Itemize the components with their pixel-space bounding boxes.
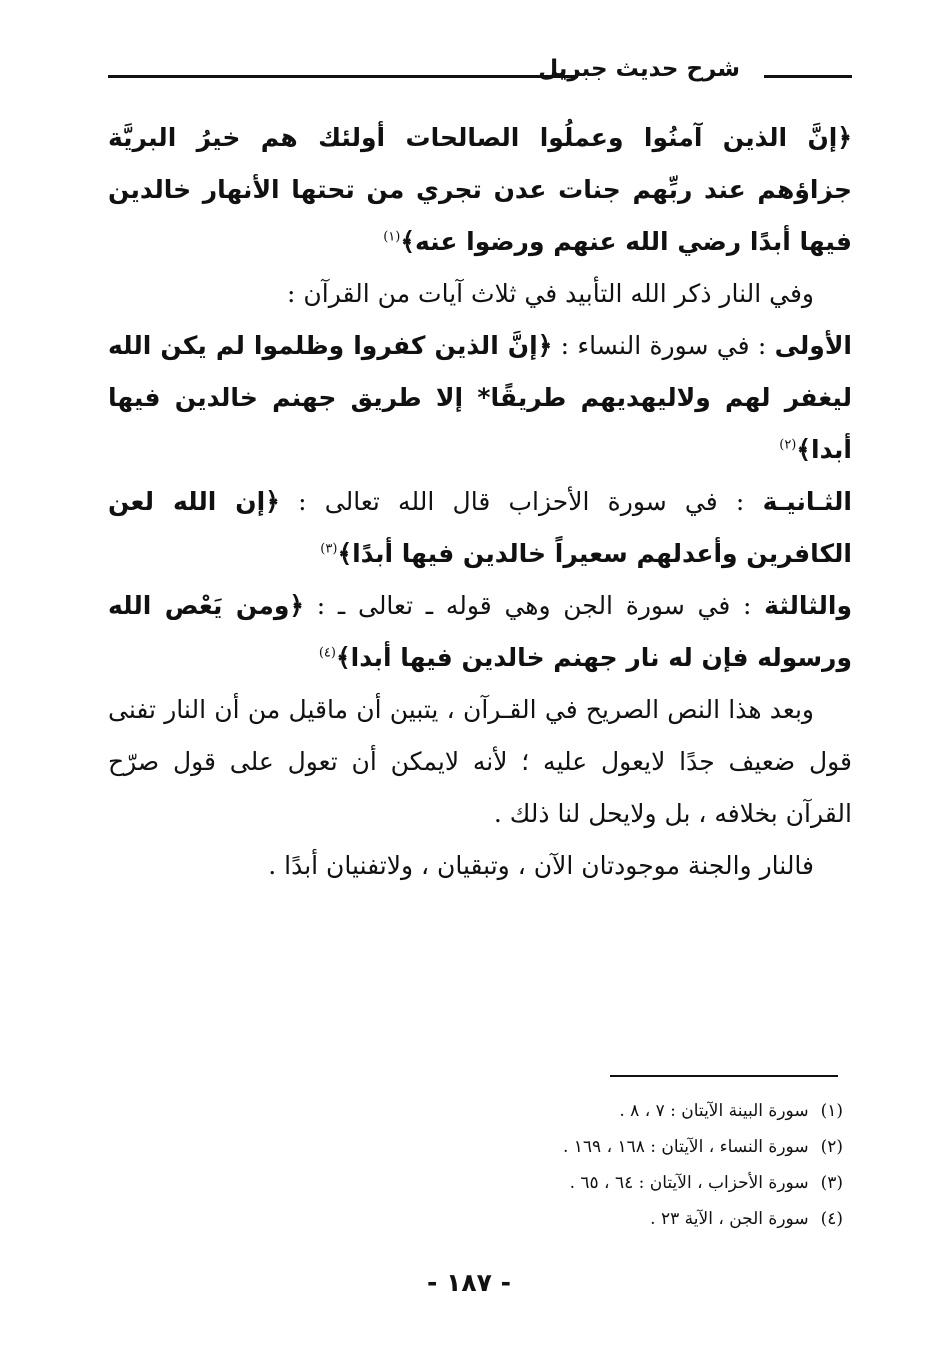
footnote-item [108,1129,843,1165]
footnote-item [108,1201,843,1237]
paragraph-final: فالنار والجنة موجودتان الآن ، وتبقيان ، ولاتفنيان أبدًا . [268,851,814,880]
quran-verse: ﴿ومن يَعْص الله ورسوله فإن له نار جهنم خالدين فيها أبدا﴾ [108,591,852,672]
footnotes [108,1093,843,1237]
paragraph-conclusion: وبعد هذا النص الصريح في القـرآن ، يتبين أن ماقيل من أن النار تفنى قول ضعيف جدًا لايعول عليه ؛ لأنه لايمكن أن تعول على قول صرّح القرآن بخلافه ، بل ولايحل لنا ذلك . [108,695,852,828]
paragraph-intro: وفي النار ذكر الله التأبيد في ثلاث آيات من القرآن : [287,279,814,308]
first-source: : في سورة النساء : [552,331,775,360]
footnote-text: سورة الأحزاب ، الآيتان : ٦٤ ، ٦٥ . [569,1173,809,1193]
footnote-number: (٤) [820,1209,843,1229]
quran-verse: ﴿إن الله لعن الكافرين وأعدلهم سعيراً خالدين فيها أبدًا﴾ [108,487,852,568]
running-header [108,56,852,92]
footnote-text: سورة الجن ، الآية ٢٣ . [650,1209,809,1229]
second-source: : في سورة الأحزاب قال الله تعالى : [279,487,763,516]
first-label: الأولى [774,331,852,360]
footnote-item [108,1165,843,1201]
footnote-text: سورة البينة الآيتان : ٧ ، ٨ . [619,1101,809,1121]
paragraph-verse-bayyinah [108,112,852,268]
body-text [108,112,852,892]
footnote-ref: (٢) [779,437,797,453]
paragraph-third [108,580,852,684]
footnote-ref: (١) [383,229,401,245]
second-label: الثـانيـة [762,487,852,516]
footnote-number: (١) [820,1101,843,1121]
footnote-text: سورة النساء ، الآيتان : ١٦٨ ، ١٦٩ . [562,1137,809,1157]
header-rule-right [764,75,852,78]
footnote-number: (٣) [820,1173,843,1193]
header-rule-left [108,75,578,78]
footnote-item [108,1093,843,1129]
third-source: : في سورة الجن وهي قوله ـ تعالى ـ : [304,591,765,620]
page-number: - ١٨٧ - [427,1268,511,1297]
quran-verse: ﴿إنَّ الذين كفروا وظلموا لم يكن الله ليغفر لهم ولاليهديهم طريقًا* إلا طريق جهنم خالدين فيها أبدا﴾ [108,331,852,464]
footnote-number: (٢) [820,1137,843,1157]
third-label: والثالثة [764,591,852,620]
paragraph-first [108,320,852,476]
footnote-separator [610,1075,838,1077]
paragraph-second [108,476,852,580]
header-title: شرح حديث جبريل [538,56,740,82]
footnote-ref: (٣) [320,541,338,557]
footnote-ref: (٤) [318,645,336,661]
quran-verse: ﴿إنَّ الذين آمنُوا وعملُوا الصالحات أولئك هم خيرُ البريَّة جزاؤهم عند ربِّهم جنات عدن تجري من تحتها الأنهار خالدين فيها أبدًا رضي الله عنهم ورضوا عنه﴾ [108,123,852,256]
